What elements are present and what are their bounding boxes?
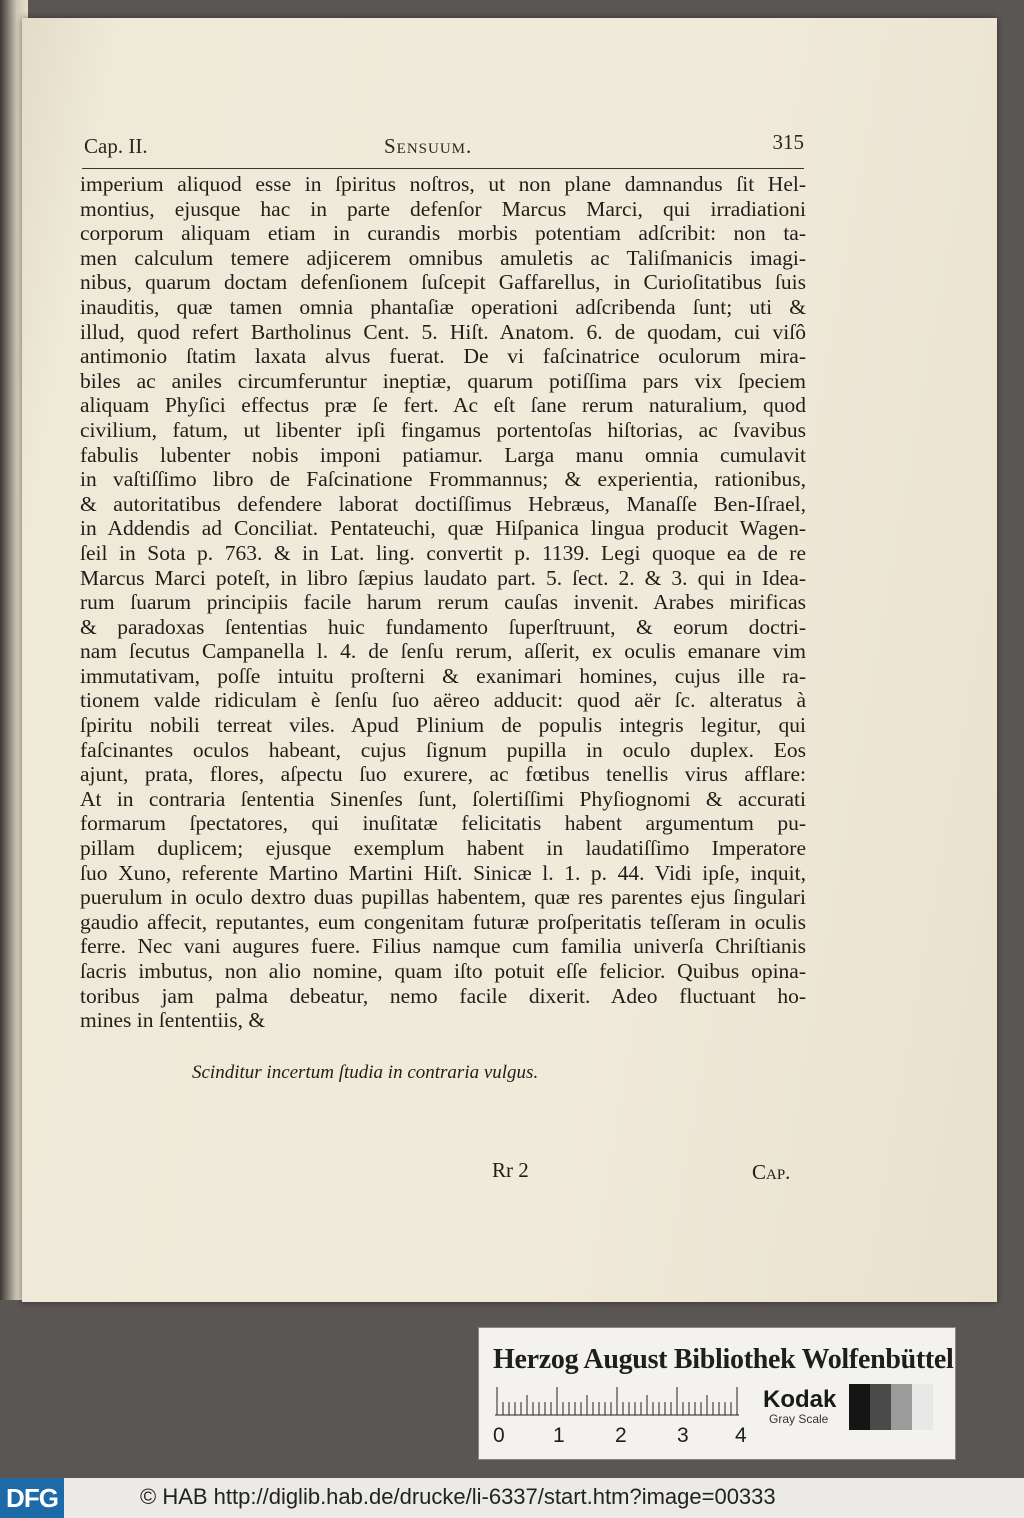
text-line: toribus jam palma debeatur, nemo facile dixerit. Adeo fluctuant ho- [80, 983, 806, 1008]
verse-quote: Scinditur incertum ſtudia in contraria vulgus. [192, 1062, 539, 1083]
header-rule [82, 168, 804, 169]
body-text [80, 172, 806, 1033]
text-line: faſcinantes oculos habeant, cujus ſignum pupilla in oculo duplex. Eos [80, 737, 806, 762]
gray-patch [870, 1384, 891, 1430]
signature-mark: Rr 2 [492, 1158, 529, 1182]
text-line: imperium aliquod esse in ſpiritus noſtros, ut non plane damnandus ſit Hel- [80, 172, 806, 196]
book-page [22, 18, 997, 1302]
copyright-link[interactable]: © HAB http://diglib.hab.de/drucke/li-6337/start.htm?image=00333 [140, 1484, 776, 1509]
text-line: inauditis, quæ tamen omnia phantaſiæ operationi adſcribenda ſunt; uti & [80, 294, 806, 319]
text-line: tionem valde ridiculam è ſenſu ſuo aëreo adducit: quod aër ſc. alteratus à [80, 688, 806, 713]
text-line: nibus, quarum doctam defenſionem ſuſcepit Gaffarellus, in Curioſitatibus ſuis [80, 270, 806, 295]
text-line: At in contraria ſententia Sinenſes ſunt, ſolertiſſimi Phyſiognomi & accurati [80, 786, 806, 811]
gray-patch [891, 1384, 912, 1430]
text-line: gaudio affecit, reputantes, eum congenitam futuræ proſperitatis teſſeram in oculis [80, 909, 806, 934]
text-line: civilium, fatum, ut libenter ipſi fingamus portentoſas hiſtorias, ac ſvavibus [80, 417, 806, 442]
text-line: nam ſecutus Campanella l. 4. de ſenſu rerum, aſſerit, ex oculis emanare vim [80, 639, 806, 664]
text-line: aliquam Phyſici effectus præ ſe fert. Ac eſt ſane rerum naturalium, quod [80, 393, 806, 418]
text-line: fabulis lubenter nobis imponi patiamur. Larga manu omnia cumulavit [80, 442, 806, 467]
page-number: 315 [772, 130, 804, 154]
ruler-number: 4 [735, 1424, 747, 1447]
text-line: & autoritatibus defendere laborat doctiſſimus Hebræus, Manaſſe Ben-Iſrael, [80, 491, 806, 516]
ruler-number: 2 [615, 1424, 627, 1447]
text-line: mines in ſententiis, & [80, 1008, 266, 1033]
text-line: & paradoxas ſententias huic fundamento ſuperſtruunt, & eorum doctri- [80, 614, 806, 639]
ruler-number: 1 [553, 1424, 565, 1447]
running-head [84, 130, 804, 160]
text-line: ſacris imbutus, non alio nomine, quam iſto potuit eſſe felicior. Quibus opina- [80, 959, 806, 983]
text-line: men calculum temere adjicerem omnibus amuletis ac Taliſmanicis imagi- [80, 245, 806, 270]
text-line: ajunt, prata, flores, aſpectu ſuo exurere, ac fœtibus tenellis virus afflare: [80, 762, 806, 787]
text-line: ſeil in Sota p. 763. & in Lat. ling. convertit p. 1139. Legi quoque ea de re [80, 540, 806, 565]
text-line: immutativam, poſſe intuitu proſterni & exanimari homines, cujus ille ra- [80, 663, 806, 688]
ruler-numbers [489, 1424, 749, 1448]
running-head-title: Sensuum. [384, 134, 473, 158]
gray-scale-patches [849, 1384, 933, 1430]
text-line: antimonio ſtatim laxata alvus fuerat. De vi faſcinatrice oculorum mira- [80, 344, 806, 369]
text-line: ferre. Nec vani augures fuere. Filius namque cum familia univerſa Chriſtianis [80, 934, 806, 959]
text-line: puerulum in oculo dextro duas pupillas habentem, quæ res parentes ejus ſingulari [80, 885, 806, 910]
text-line: in vaſtiſſimo libro de Faſcinatione Frommannus; & experientia, rationibus, [80, 467, 806, 492]
text-line: rum ſuarum principiis facile harum rerum cauſas invenit. Arabes mirificas [80, 590, 806, 615]
gray-patch [849, 1384, 870, 1430]
text-line: corporum aliquam etiam in curandis morbis potentiam adſcribit: non ta- [80, 221, 806, 246]
text-line: montius, ejusque hac in parte defenſor Marcus Marci, qui irradiationi [80, 196, 806, 221]
text-line: in Addendis ad Conciliat. Pentateuchi, quæ Hiſpanica lingua producit Wagen- [80, 516, 806, 541]
text-line: illud, quod refert Bartholinus Cent. 5. Hiſt. Anatom. 6. de quodam, cui viſô [80, 319, 806, 344]
ruler-number: 0 [493, 1424, 505, 1447]
footer-bar [0, 1478, 1024, 1518]
text-line: formarum ſpectatores, qui inuſitatæ felicitatis habent argumentum pu- [80, 811, 806, 836]
kodak-subtitle: Gray Scale [769, 1412, 829, 1426]
scale-ruler [495, 1386, 739, 1416]
text-line: ſuo Xuno, referente Martino Martini Hiſt. Sinicæ l. 1. p. 44. Vidi ipſe, inquit, [80, 860, 806, 885]
kodak-brand: Kodak [763, 1386, 837, 1413]
library-label-card [478, 1327, 956, 1460]
catchword: Cap. [752, 1160, 791, 1184]
text-line: biles ac aniles circumferuntur ineptiæ, quarum potiſſima pars vix ſpeciem [80, 368, 806, 393]
kodak-logo [763, 1386, 836, 1426]
text-line: Marcus Marci poteſt, in libro ſæpius laudato part. 5. ſect. 2. & 3. qui in Idea- [80, 565, 806, 590]
text-line: pillam duplicem; ejusque exemplum habent in laudatiſſimo Imperatore [80, 836, 806, 861]
dfg-logo[interactable]: DFG [0, 1478, 64, 1518]
text-line: ſpiritu nobili terreat viles. Apud Plinium de populis integris legitur, qui [80, 713, 806, 738]
gray-patch [912, 1384, 933, 1430]
running-head-chapter: Cap. II. [84, 134, 148, 158]
library-name: Herzog August Bibliothek Wolfenbüttel [493, 1344, 954, 1375]
ruler-number: 3 [677, 1424, 689, 1447]
